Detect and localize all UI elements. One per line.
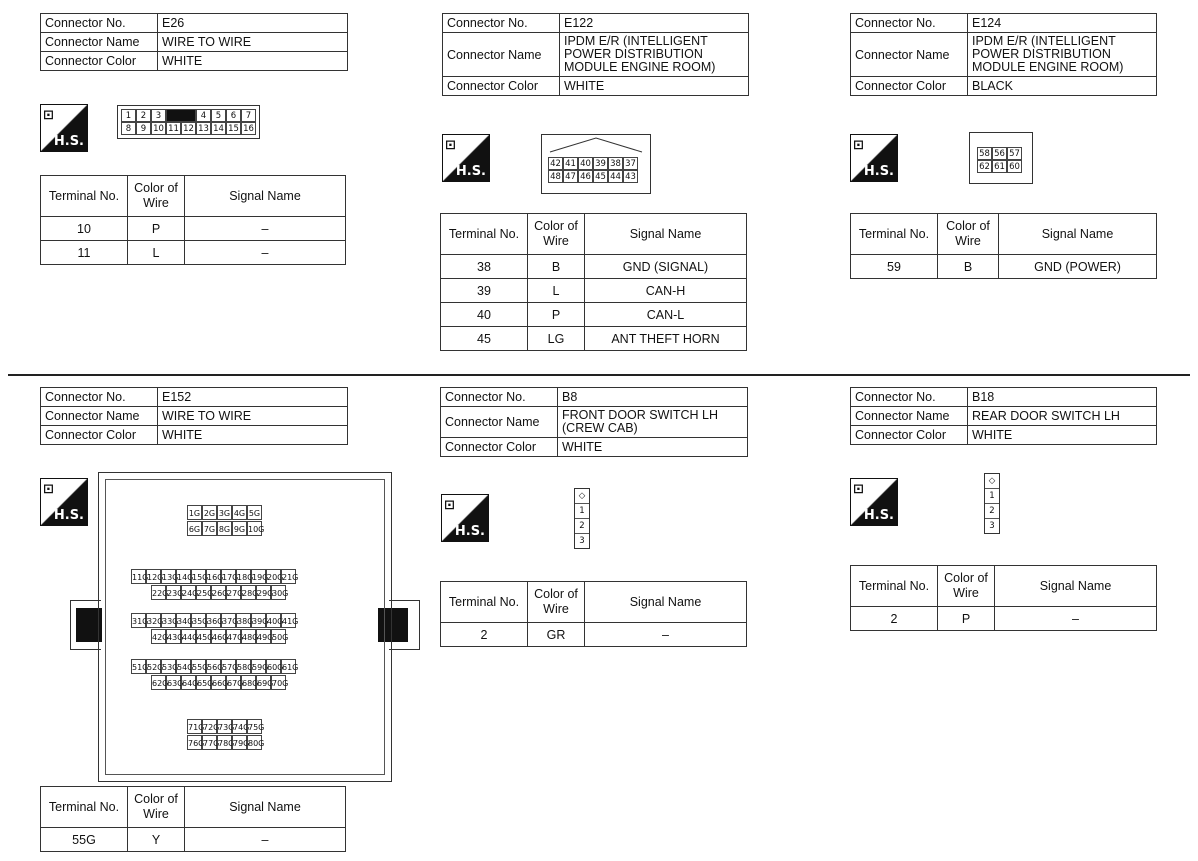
connector-color-value: WHITE: [558, 438, 748, 457]
hs-label: H.S.: [863, 164, 894, 179]
pin: 62G: [151, 675, 166, 690]
terminal-table-e152: [40, 786, 346, 852]
connector-color-value: WHITE: [158, 52, 348, 71]
table-row: [441, 327, 747, 351]
th-color-of-wire: Color of Wire: [938, 566, 995, 607]
label-connector-color: Connector Color: [851, 77, 968, 96]
pin: 29G: [256, 585, 271, 600]
connector-color-value: WHITE: [968, 426, 1157, 445]
connector-e26-face: [117, 105, 260, 139]
cell-wire: P: [938, 607, 995, 631]
connector-name-value: WIRE TO WIRE: [158, 407, 348, 426]
pin: 15G: [191, 569, 206, 584]
table-row: [441, 255, 747, 279]
label-connector-no: Connector No.: [443, 14, 560, 33]
pin: 2G: [202, 505, 217, 520]
pin: 35G: [191, 613, 206, 628]
pin: 3: [579, 536, 585, 546]
cell-terminal: 38: [441, 255, 528, 279]
label-connector-no: Connector No.: [851, 14, 968, 33]
pin: 58: [977, 147, 992, 160]
connector-name-value: REAR DOOR SWITCH LH: [968, 407, 1157, 426]
pin: 20G: [266, 569, 281, 584]
pin: 54G: [176, 659, 191, 674]
table-row: [441, 303, 747, 327]
label-connector-name: Connector Name: [41, 407, 158, 426]
pin: 16G: [206, 569, 221, 584]
connector-b8-face: [574, 488, 590, 549]
pin: 60G: [266, 659, 281, 674]
connector-no-value: E124: [968, 14, 1157, 33]
pin: 48: [548, 170, 563, 183]
pin: 2: [985, 504, 999, 519]
terminal-table-b18: [850, 565, 1157, 631]
table-row: [441, 623, 747, 647]
pin: 4: [196, 109, 211, 122]
table-row: [441, 279, 747, 303]
cell-wire: P: [128, 217, 185, 241]
th-terminal-no: Terminal No.: [851, 566, 938, 607]
pin: 44G: [181, 629, 196, 644]
pin: 31G: [131, 613, 146, 628]
cell-wire: B: [528, 255, 585, 279]
connector-e122-info: [442, 13, 749, 96]
pin: 41: [563, 157, 578, 170]
pin: 74G: [232, 719, 247, 734]
cell-signal: ANT THEFT HORN: [585, 327, 747, 351]
th-color-of-wire: Color of Wire: [528, 582, 585, 623]
pin: 12G: [146, 569, 161, 584]
pin: 58G: [236, 659, 251, 674]
connector-glyph-icon: ⊡: [43, 481, 54, 496]
pin: 79G: [232, 735, 247, 750]
pin: 38: [608, 157, 623, 170]
connector-e124-info: [850, 13, 1157, 96]
pin: 55G: [191, 659, 206, 674]
th-signal-name: Signal Name: [185, 787, 346, 828]
connector-glyph-icon: ⊡: [43, 107, 54, 122]
cell-terminal: 55G: [41, 828, 128, 852]
connector-color-value: WHITE: [560, 77, 749, 96]
pin: 61G: [281, 659, 296, 674]
pin: 6G: [187, 521, 202, 536]
pin: 30G: [271, 585, 286, 600]
cell-terminal: 10: [41, 217, 128, 241]
hs-label: H.S.: [455, 164, 486, 179]
cell-wire: P: [528, 303, 585, 327]
cell-wire: Y: [128, 828, 185, 852]
label-connector-name: Connector Name: [443, 33, 560, 77]
pin: 78G: [217, 735, 232, 750]
pin: 1: [121, 109, 136, 122]
pin: 45: [593, 170, 608, 183]
th-color-of-wire: Color of Wire: [938, 214, 999, 255]
pin: 47G: [226, 629, 241, 644]
connector-no-value: E26: [158, 14, 348, 33]
pin: 11G: [131, 569, 146, 584]
connector-b8-info: [440, 387, 748, 457]
connector-glyph-icon: ⊡: [853, 137, 864, 152]
pin: 5G: [247, 505, 262, 520]
connector-name-value: IPDM E/R (INTELLIGENT POWER DISTRIBUTION MODULE ENGINE ROOM): [968, 33, 1157, 77]
pin: 8G: [217, 521, 232, 536]
th-terminal-no: Terminal No.: [441, 214, 528, 255]
cell-wire: L: [528, 279, 585, 303]
cell-signal: –: [995, 607, 1157, 631]
connector-e122-face: [541, 134, 651, 194]
section-divider: [8, 374, 1190, 376]
connector-e152-info: [40, 387, 348, 445]
pin: 9: [136, 122, 151, 135]
pin: 13: [196, 122, 211, 135]
label-connector-name: Connector Name: [851, 407, 968, 426]
pin: 43: [623, 170, 638, 183]
pin: 8: [121, 122, 136, 135]
table-row: [851, 255, 1157, 279]
pin: 2: [136, 109, 151, 122]
pin: 65G: [196, 675, 211, 690]
connector-name-value: FRONT DOOR SWITCH LH (CREW CAB): [558, 407, 748, 438]
pin: 39G: [251, 613, 266, 628]
pin: 77G: [202, 735, 217, 750]
pin: 9G: [232, 521, 247, 536]
pin: 49G: [256, 629, 271, 644]
cell-signal: GND (SIGNAL): [585, 255, 747, 279]
cell-signal: CAN-L: [585, 303, 747, 327]
cell-terminal: 40: [441, 303, 528, 327]
cell-terminal: 2: [851, 607, 938, 631]
pin: 15: [226, 122, 241, 135]
key-block: [166, 109, 196, 122]
pin: 10: [151, 122, 166, 135]
connector-e124-face: [969, 132, 1033, 184]
pin: 13G: [161, 569, 176, 584]
pin: 16: [241, 122, 256, 135]
th-signal-name: Signal Name: [999, 214, 1157, 255]
cell-signal: –: [185, 217, 346, 241]
pin: 10G: [247, 521, 262, 536]
connector-latch-icon: [542, 135, 650, 153]
connector-color-value: WHITE: [158, 426, 348, 445]
pin: 76G: [187, 735, 202, 750]
pin: 46: [578, 170, 593, 183]
harness-side-icon: [850, 134, 898, 182]
table-row: [851, 607, 1157, 631]
pin: 46G: [211, 629, 226, 644]
pin: 6: [226, 109, 241, 122]
pin: 80G: [247, 735, 262, 750]
pin: 4G: [232, 505, 247, 520]
connector-glyph-icon: ⊡: [445, 137, 456, 152]
pin: 26G: [211, 585, 226, 600]
pin: 47: [563, 170, 578, 183]
label-connector-color: Connector Color: [443, 77, 560, 96]
pin: 48G: [241, 629, 256, 644]
label-connector-color: Connector Color: [41, 426, 158, 445]
pin: 18G: [236, 569, 251, 584]
pin: 1G: [187, 505, 202, 520]
pin: 53G: [161, 659, 176, 674]
cell-signal: –: [185, 828, 346, 852]
pin: 70G: [271, 675, 286, 690]
pin: 67G: [226, 675, 241, 690]
pin: 28G: [241, 585, 256, 600]
th-terminal-no: Terminal No.: [41, 787, 128, 828]
pin: 44: [608, 170, 623, 183]
label-connector-no: Connector No.: [41, 14, 158, 33]
pin: 1: [985, 489, 999, 504]
pin: 66G: [211, 675, 226, 690]
pin: 40: [578, 157, 593, 170]
pin: 45G: [196, 629, 211, 644]
hs-label: H.S.: [53, 134, 84, 149]
pin: 40G: [266, 613, 281, 628]
key-diamond-icon: ◇: [575, 489, 589, 504]
label-connector-name: Connector Name: [851, 33, 968, 77]
th-color-of-wire: Color of Wire: [528, 214, 585, 255]
pin: 72G: [202, 719, 217, 734]
pin: 68G: [241, 675, 256, 690]
label-connector-color: Connector Color: [851, 426, 968, 445]
pin: 21G: [281, 569, 296, 584]
terminal-table-b8: [440, 581, 747, 647]
pin: 23G: [166, 585, 181, 600]
connector-name-value: WIRE TO WIRE: [158, 33, 348, 52]
harness-side-icon: [442, 134, 490, 182]
th-signal-name: Signal Name: [585, 214, 747, 255]
hs-label: H.S.: [863, 508, 894, 523]
pin: 51G: [131, 659, 146, 674]
th-color-of-wire: Color of Wire: [128, 176, 185, 217]
pin: 37: [623, 157, 638, 170]
pin: 57G: [221, 659, 236, 674]
harness-side-icon: [40, 478, 88, 526]
connector-b18-face: [984, 473, 1000, 534]
pin: 36G: [206, 613, 221, 628]
table-row: [41, 828, 346, 852]
pin: 43G: [166, 629, 181, 644]
pin: 33G: [161, 613, 176, 628]
cell-terminal: 2: [441, 623, 528, 647]
pin: 62: [977, 160, 992, 173]
label-connector-no: Connector No.: [41, 388, 158, 407]
harness-side-icon: [441, 494, 489, 542]
cell-signal: GND (POWER): [999, 255, 1157, 279]
label-connector-color: Connector Color: [441, 438, 558, 457]
cell-wire: LG: [528, 327, 585, 351]
pin: 27G: [226, 585, 241, 600]
th-terminal-no: Terminal No.: [441, 582, 528, 623]
pin: 50G: [271, 629, 286, 644]
pin: 69G: [256, 675, 271, 690]
pin: 57: [1007, 147, 1022, 160]
terminal-table-e122: [440, 213, 747, 351]
pin: 14: [211, 122, 226, 135]
hs-label: H.S.: [53, 508, 84, 523]
pin: 52G: [146, 659, 161, 674]
pin: 17G: [221, 569, 236, 584]
label-connector-name: Connector Name: [441, 407, 558, 438]
pin: 2: [575, 519, 589, 534]
pin: 37G: [221, 613, 236, 628]
pin: 71G: [187, 719, 202, 734]
cell-wire: B: [938, 255, 999, 279]
pin: 61: [992, 160, 1007, 173]
th-signal-name: Signal Name: [995, 566, 1157, 607]
connector-no-value: E152: [158, 388, 348, 407]
cell-terminal: 45: [441, 327, 528, 351]
pin: 39: [593, 157, 608, 170]
pin: 3G: [217, 505, 232, 520]
connector-no-value: E122: [560, 14, 749, 33]
pin: 3: [151, 109, 166, 122]
cell-terminal: 39: [441, 279, 528, 303]
table-row: [41, 241, 346, 265]
key-diamond-icon: ◇: [985, 474, 999, 489]
cell-terminal: 59: [851, 255, 938, 279]
pin: 60: [1007, 160, 1022, 173]
pin: 14G: [176, 569, 191, 584]
pin: 5: [211, 109, 226, 122]
pin: 25G: [196, 585, 211, 600]
terminal-table-e124: [850, 213, 1157, 279]
cell-wire: GR: [528, 623, 585, 647]
connector-b18-info: [850, 387, 1157, 445]
cell-signal: –: [185, 241, 346, 265]
pin: 34G: [176, 613, 191, 628]
connector-no-value: B18: [968, 388, 1157, 407]
label-connector-color: Connector Color: [41, 52, 158, 71]
th-color-of-wire: Color of Wire: [128, 787, 185, 828]
pin: 38G: [236, 613, 251, 628]
pin: 63G: [166, 675, 181, 690]
cell-terminal: 11: [41, 241, 128, 265]
pin: 41G: [281, 613, 296, 628]
th-terminal-no: Terminal No.: [41, 176, 128, 217]
pin: 56G: [206, 659, 221, 674]
pin: 64G: [181, 675, 196, 690]
connector-glyph-icon: ⊡: [853, 481, 864, 496]
th-signal-name: Signal Name: [185, 176, 346, 217]
label-connector-name: Connector Name: [41, 33, 158, 52]
pin: 59G: [251, 659, 266, 674]
hs-label: H.S.: [454, 524, 485, 539]
label-connector-no: Connector No.: [441, 388, 558, 407]
pin: 7G: [202, 521, 217, 536]
pin: 75G: [247, 719, 262, 734]
pin: 42G: [151, 629, 166, 644]
table-row: [41, 217, 346, 241]
pin: 3: [989, 521, 995, 531]
pin: 22G: [151, 585, 166, 600]
connector-e152-face: [98, 472, 392, 782]
harness-side-icon: [40, 104, 88, 152]
th-signal-name: Signal Name: [585, 582, 747, 623]
pin: 19G: [251, 569, 266, 584]
cell-signal: CAN-H: [585, 279, 747, 303]
pin: 73G: [217, 719, 232, 734]
label-connector-no: Connector No.: [851, 388, 968, 407]
connector-name-value: IPDM E/R (INTELLIGENT POWER DISTRIBUTION MODULE ENGINE ROOM): [560, 33, 749, 77]
cell-signal: –: [585, 623, 747, 647]
connector-e26-info: [40, 13, 348, 71]
cell-wire: L: [128, 241, 185, 265]
pin: 42: [548, 157, 563, 170]
pin: 1: [575, 504, 589, 519]
connector-color-value: BLACK: [968, 77, 1157, 96]
pin: 32G: [146, 613, 161, 628]
pin: 11: [166, 122, 181, 135]
th-terminal-no: Terminal No.: [851, 214, 938, 255]
connector-no-value: B8: [558, 388, 748, 407]
pin: 24G: [181, 585, 196, 600]
terminal-table-e26: [40, 175, 346, 265]
harness-side-icon: [850, 478, 898, 526]
pin: 7: [241, 109, 256, 122]
connector-glyph-icon: ⊡: [444, 497, 455, 512]
pin: 12: [181, 122, 196, 135]
pin: 56: [992, 147, 1007, 160]
